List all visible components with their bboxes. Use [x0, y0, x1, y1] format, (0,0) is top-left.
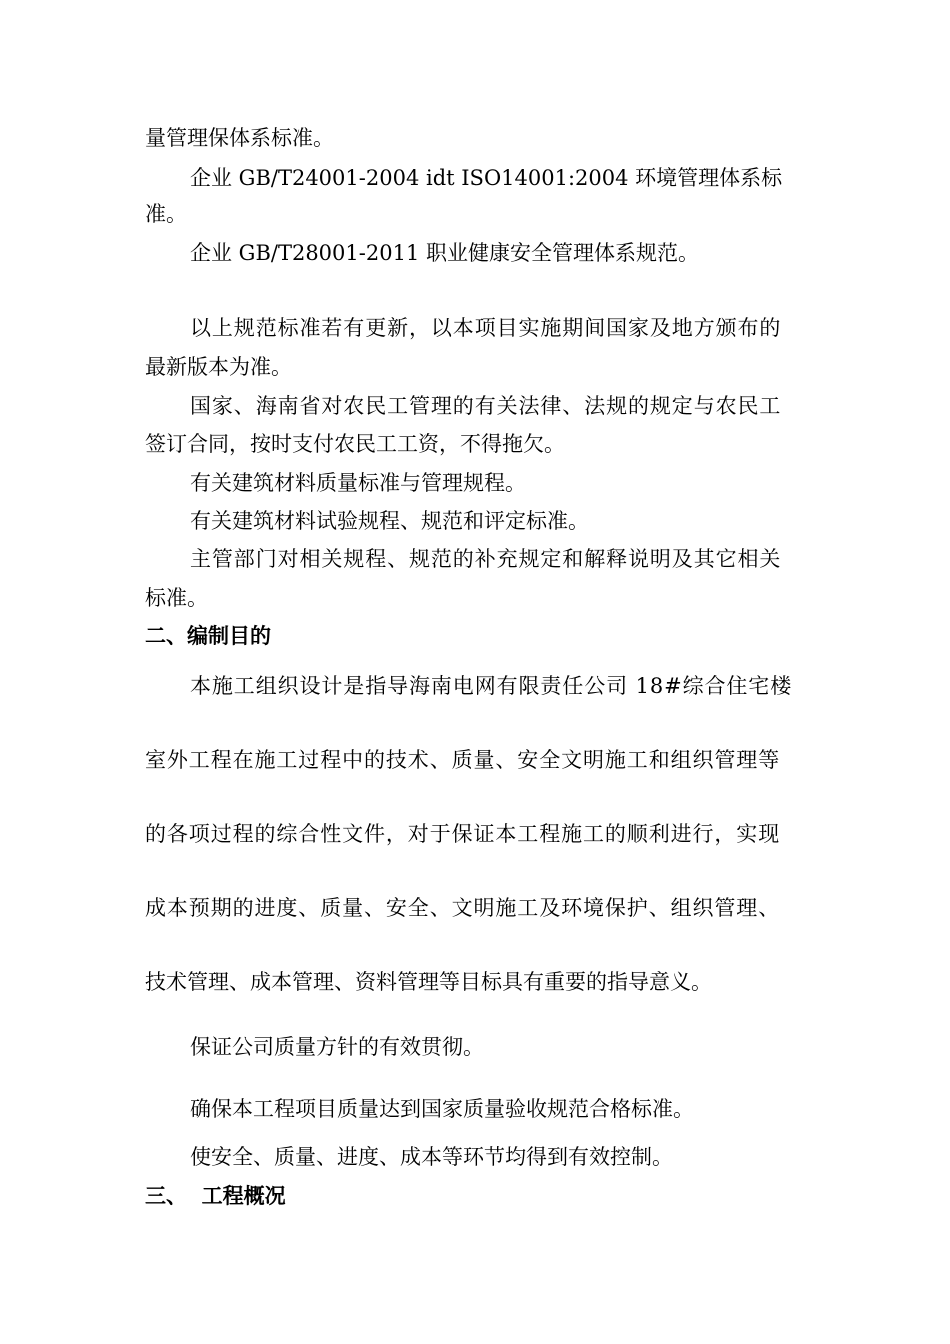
- text-line: 确保本工程项目质量达到国家质量验收规范合格标准。: [190, 1097, 694, 1121]
- text-line: 国家、海南省对农民工管理的有关法律、法规的规定与农民工: [190, 394, 782, 418]
- section-heading: 二、编制目的: [145, 624, 271, 648]
- text-line: 有关建筑材料质量标准与管理规程。: [190, 471, 526, 495]
- text-line: 室外工程在施工过程中的技术、质量、安全文明施工和组织管理等: [145, 748, 781, 772]
- text-line: 以上规范标准若有更新，以本项目实施期间国家及地方颁布的: [190, 316, 782, 340]
- text-line: 标准。: [145, 586, 208, 610]
- text-line: 准。: [145, 202, 187, 226]
- text-line: 成本预期的进度、质量、安全、文明施工及环境保护、组织管理、: [145, 896, 781, 920]
- text-line: 本施工组织设计是指导海南电网有限责任公司 18#综合住宅楼: [190, 674, 793, 698]
- text-line: 量管理保体系标准。: [145, 126, 334, 150]
- text-line: 技术管理、成本管理、资料管理等目标具有重要的指导意义。: [145, 970, 712, 994]
- text-line: 主管部门对相关规程、规范的补充规定和解释说明及其它相关: [190, 547, 782, 571]
- text-line: 的各项过程的综合性文件，对于保证本工程施工的顺利进行，实现: [145, 822, 781, 846]
- text-line: 企业 GB/T28001-2011 职业健康安全管理体系规范。: [190, 241, 699, 265]
- text-line: 使安全、质量、进度、成本等环节均得到有效控制。: [190, 1145, 673, 1169]
- text-line: 有关建筑材料试验规程、规范和评定标准。: [190, 509, 589, 533]
- text-line: 最新版本为准。: [145, 355, 292, 379]
- text-line: 签订合同，按时支付农民工工资，不得拖欠。: [145, 432, 565, 456]
- text-line: 企业 GB/T24001-2004 idt ISO14001:2004 环境管理体系标: [190, 166, 783, 190]
- section-heading: 三、 工程概况: [145, 1184, 286, 1208]
- text-line: 保证公司质量方针的有效贯彻。: [190, 1035, 484, 1059]
